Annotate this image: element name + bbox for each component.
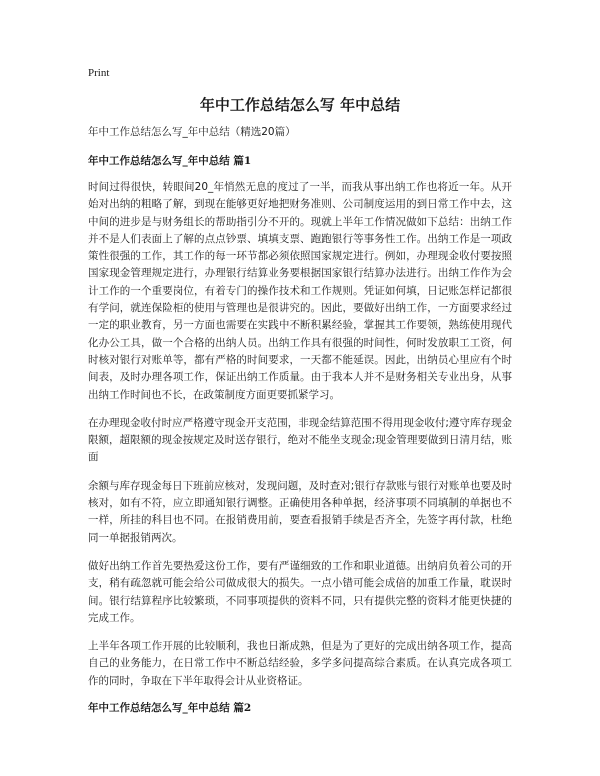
document-title: 年中工作总结怎么写 年中总结: [199, 96, 401, 114]
paragraph-1: 时间过得很快，转眼间20_年悄然无息的度过了一半，而我从事出纳工作也将近一年。从开始对出纳的粗略了解，到现在能够更好地把财务准则、公司制度运用的到日常工作中去，这中间的进步是与财务组长的帮助指引分不开的。现就上半年工作情况做如下总结：出纳工作并不是人们表面上了解的点点钞票、填填支票、跑跑银行等事务性工作。出纳工作是一项政策性很强的工作，其工作的每一环节都必须依照国家规定进行。例如，办理现金收付要按照国家现金管理规定进行，办理银行结算业务要根据国家银行结算办法进行。出纳工作作为会计工作的一个重要岗位，有着专门的操作技术和工作规则。凭证如何填，日记账怎样记都很有学问，就连保险柜的使用与管理也是很讲究的。因此，要做好出纳工作，一方面要求经过一定的职业教育，另一方面也需要在实践中不断积累经验，掌握其工作要领，熟练使用现代化办公工具，做一个合格的出纳人员。出纳工作具有很强的时间性，何时发放职工工资，何时核对银行对账单等，都有严格的时间要求，一天都不能延误。因此，出纳员心里应有个时间表，及时办理各项工作，保证出纳工作质量。由于我本人并不是财务相关专业出身，从事出纳工作时间也不长，在政策制度方面更要抓紧学习。: [88, 181, 512, 401]
section-heading-2: 年中工作总结怎么写_年中总结 篇2: [88, 702, 252, 715]
print-label: Print: [88, 67, 110, 79]
paragraph-4: 做好出纳工作首先要热爱这份工作，要有严谨细致的工作和职业道德。出纳肩负着公司的开支，稍有疏忽就可能会给公司做成很大的损失。一点小错可能会成倍的加重工作量，耽误时间。银行结算程序比较繁琐，不同事项提供的资料不同，只有提供完整的资料才能更快捷的完成工作。: [88, 559, 512, 624]
paragraph-2: 在办理现金收付时应严格遵守现金开支范围，非现金结算范围不得用现金收付;遵守库存现金限额，超限额的现金按规定及时送存银行，绝对不能坐支现金;现金管理要做到日清月结，账面: [88, 416, 512, 464]
document-subtitle: 年中工作总结怎么写_年中总结（精选20篇）: [88, 126, 296, 138]
paragraph-3: 余额与库存现金每日下班前应核对，发现问题，及时查对;银行存款账与银行对账单也要及时核对，如有不符，应立即通知银行调整。正确使用各种单据，经济事项不同填制的单据也不一样，所挂的科目也不同。在报销费用前，要查看报销手续是否齐全，先签字再付款，杜绝同一单据报销两次。: [88, 479, 512, 544]
paragraph-5: 上半年各项工作开展的比较顺利，我也日渐成熟，但是为了更好的完成出纳各项工作，提高自己的业务能力，在日常工作中不断总结经验，多学多问提高综合素质。在认真完成各项工作的同时，争取在下半年取得会计从业资格证。: [88, 640, 512, 687]
section-heading-1: 年中工作总结怎么写_年中总结 篇1: [88, 155, 252, 167]
